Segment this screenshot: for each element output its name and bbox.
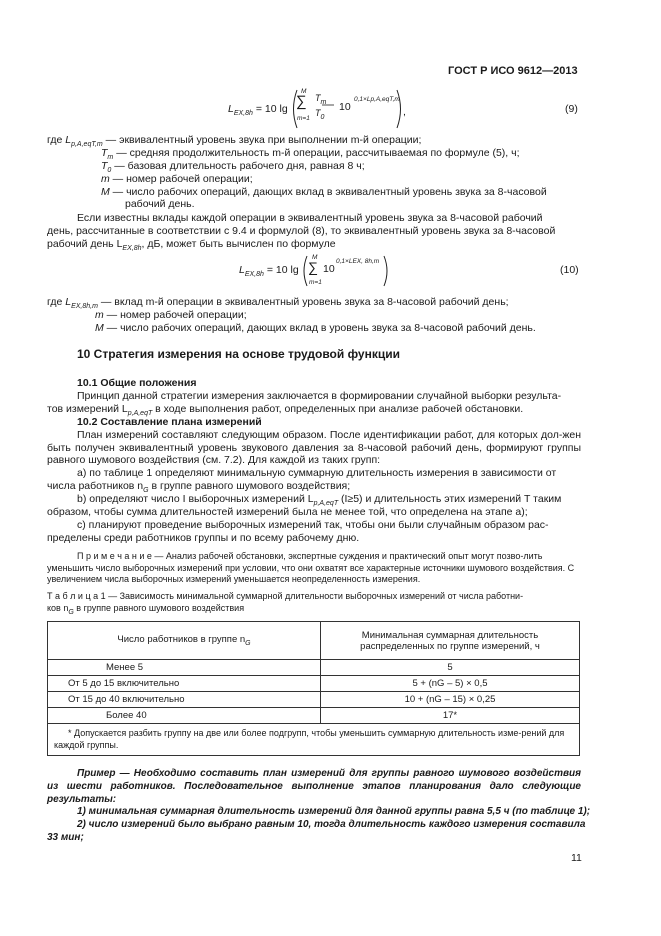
table-row: От 15 до 40 включительно 10 + (nG – 15) × 0,25 [48,692,580,708]
table-row: Менее 5 5 [48,660,580,676]
formula-9-eq: = 10 lg [255,103,288,115]
formula-9-sum-top: M [301,88,307,95]
formula-9-exp-sub: p,A,eqT,m [370,96,400,103]
document-page: ГОСТ Р ИСО 9612—2013 $L_{EX,8h} = 10$ lg M ∑ m=1 $T_m$ $T_0$ 10 0,1×Lp,A,eqT,m , (9) где $L_{p,A,eqT,m}$ — эквивалентный уровень звука при выполнении m-й операции; $T_m$ — средняя продолжительность m-й операции, рассчитываемая по формуле (5), ч; $T_0$ — базовая длительность рабочего дня, равная 8 ч; m — номер рабочей операции; M — число рабочих операций, дающих вклад в эквивалентный уровень звука за 8-часовой рабочий день. Если известны вклады каждой операции в эквивалентный уровень звука за 8-часовой рабочий день, рассчитанные в соответствии с 9.4 и формулой (8), то эквивалентный уровень звука за 8-часовой рабочий день $L_{EX,8h}$, дБ, может быть вычислен по формуле $L_{EX,8h} = 10$ lg M ∑ m=1 10 0,1×LEX, 8h,m (10) где $L_{EX,8h,m}$ — вклад m-й операции в эквивалентный уровень звука за 8-часовой рабочий день; m — номер рабочей операции; M — число рабочих операций, дающих вклад в уровень звука за 8-часовой рабочий день. 10 Стратегия измерения на основе трудовой функции 10.1 Общие положения Принцип данной стратегии измерения заключается в формировании случайной выборки результа- тов измерений $L_{p,A,eqT}$ в ходе выполнения работ, определенных при анализе рабочей обстановки. 10.2 Составление плана измерений План измерений составляют следующим образом. После идентификации работ, для которых дол-жен быть получен эквивалентный уровень звукового давления за 8-часовой рабочий день, формируют группы равного шумового воздействия (см. 7.2). Для каждой из таких групп: а) по таблице 1 определяют минимальную суммарную длительность измерения в зависимости от числа работников $n_G$ в группе равного шумового воздействия; b) определяют число I выборочных измерений $L_{p,A,eqT}$ (I≥5) и длительность этих измерений T таким образом, чтобы сумма длительностей измерений была не менее той, что определена на этапе а); c) планируют проведение выборочных измерений так, чтобы они были случайным образом рас- пределены среди работников группы и по всему рабочему дню. П р и м е ч а н и е — Анализ рабочей обстановки, экспертные суждения и практический опыт могут позво-лить уменьшить число выборочных измерений при условии, что они охватят все характерные источники шумового воздействия. С увеличением числа выборочных измерений уменьшается неопределенность измерения. Т а б л и ц а 1 — Зависимость минимальной суммарной длительности выборочных измерений от числа работни- ков $n_G$ в группе равного шумового воздействия Число работников в группе $n_G$ Минимальная суммарная длительность распределенных по группе измерений, ч Менее 5 5 От 5 до 15 включительно 5 + (nG – 5) × 0,5 От 15 до 40 включительно 10 + (nG – 15) × 0,25 Более 40 17* * Допускается разбить группу на две или более подгрупп, чтобы уменьшить суммарную длительность изме-рений для каждой группы. Пример — Необходимо составить план измерений для группы равного шумового воздействия из шести работников. Последовательное выполнение этапов планирования дало следующие результаты: 1) минимальная суммарная длительность измерений для данной группы равна 5,5 ч (по таблице 1); 2) число измерений было выбрано равным 10, тогда длительность каждого измерения составила 33 мин; 11 [47,65,591,864]
formula-9-frac-num: T [315,93,321,103]
subsection-10-1-title: 10.1 Общие положения [77,377,197,389]
formula-9-sum-sign: ∑ [296,93,307,110]
example-text: Пример — Необходимо составить план измерений для группы равного шумового воздействия из шести работников. Последовательное выполнение этапов планирования дало следующие результаты: [47,768,581,805]
formula-9-exp: 0,1×L [354,96,371,103]
page-number: 11 [571,852,582,864]
formula-9-sum-bottom: m=1 [297,115,310,122]
plan-paragraph: План измерений составляют следующим образом. После идентификации работ, для которых дол-жен быть получен эквивалентный уровень звукового давления за 8-часовой рабочий день, формируют группы равного шумового воздействия (см. 7.2). Для каждой из таких групп: [47,429,581,467]
formula-9-frac-num-sub: m [320,99,327,106]
table-row: От 5 до 15 включительно 5 + (nG – 5) × 0,5 [48,676,580,692]
subsection-10-2-title: 10.2 Составление плана измерений [77,416,262,428]
section-10-title: 10 Стратегия измерения на основе трудовой функции [77,347,400,361]
table-row: Более 40 17* [48,708,580,724]
table-header-workers: Число работников в группе $n_G$ [48,622,321,660]
formula-9-frac-den: T [315,108,321,118]
table-header-duration: Минимальная суммарная длительность распределенных по группе измерений, ч [321,622,580,660]
table-1-caption: Т а б л и ц а 1 — Зависимость минимальной суммарной длительности выборочных измерений от числа работни- [47,591,524,601]
formula-10-number: (10) [560,264,579,276]
table-footnote-row: * Допускается разбить группу на две или более подгрупп, чтобы уменьшить суммарную длительность изме-рений для каждой группы. [48,724,580,756]
formula-9-number: (9) [565,103,578,115]
formula-9-lhs: L [228,103,234,115]
formula-9-lhs-sub: EX,8h [233,110,253,117]
note: П р и м е ч а н и е — Анализ рабочей обстановки, экспертные суждения и практический опыт могут позво-лить уменьшить число выборочных измерений при условии, что они охватят все характерные источники шумового воздействия. С увеличением числа выборочных измерений уменьшается неопределенность измерения. [47,551,575,584]
formula-9-base: 10 [339,101,351,113]
formula-9-frac-den-sub: 0 [320,114,325,121]
document-header-code: ГОСТ Р ИСО 9612—2013 [448,65,578,77]
table-1 [47,621,580,756]
